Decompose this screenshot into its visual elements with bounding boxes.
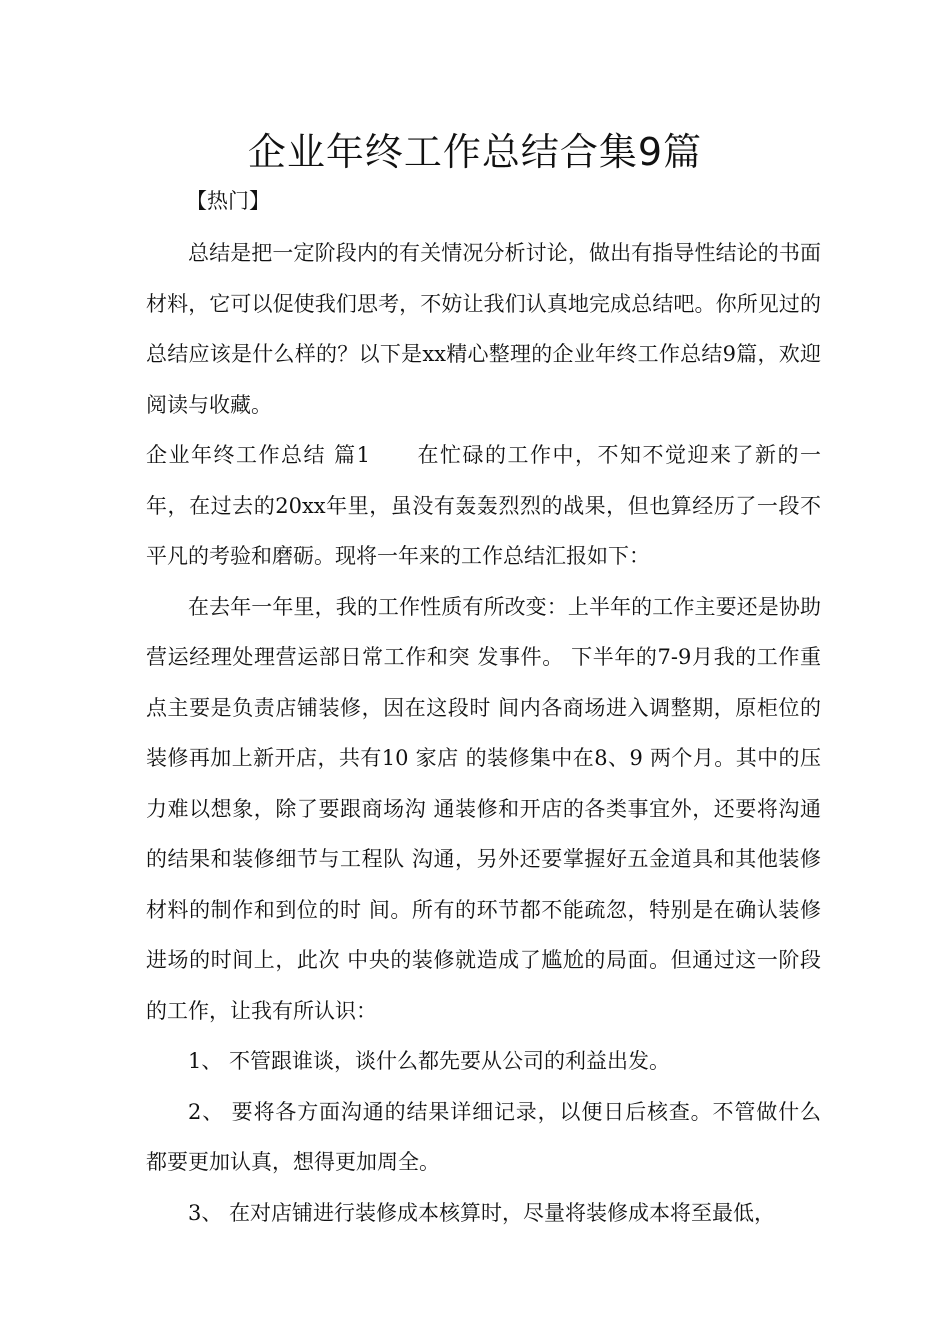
section1-paragraph [146,430,821,582]
hot-tag: 【热门】 [186,189,270,213]
section1-paragraph-2: 在去年一年里，我的工作性质有所改变：上半年的工作主要还是协助营运经理处理营运部日常工作和突 发事件。 下半年的7-9月我的工作重点主要是负责店铺装修，因在这段时 间内各商场进入调整期，原柜位的装修再加上新开店，共有10 家店 的装修集中在8、9 两个月。其中的压力难以想象，除了要跟商场沟 通装修和开店的各类事宜外，还要将沟通的结果和装修细节与工程队 沟通，另外还要掌握好五金道具和其他装修材料的制作和到位的时 间。所有的环节都不能疏忽，特别是在确认装修进场的时间上，此次 中央的装修就造成了尴尬的局面。但通过这一阶段的工作，让我有所认识： [146,594,821,1023]
section1-heading: 企业年终工作总结 篇1 [146,443,371,467]
intro-paragraph: 总结是把一定阶段内的有关情况分析讨论，做出有指导性结论的书面材料，它可以促使我们思考，不妨让我们认真地完成总结吧。你所见过的总结应该是什么样的？以下是xx精心整理的企业年终工作总结9篇，欢迎阅读与收藏。 [146,241,821,417]
document-body [146,228,821,1238]
list-item-3: 3、 在对店铺进行装修成本核算时，尽量将装修成本将至最低， [188,1200,776,1225]
section1-paragraph-1: 在忙碌的工作中，不知不觉迎来了新的一年，在过去的20xx年里，虽没有轰轰烈烈的战果，但也算经历了一段不平凡的考验和磨砺。现将一年来的工作总结汇报如下： [146,443,821,568]
list-item-2: 2、 要将各方面沟通的结果详细记录，以便日后核查。不管做什么 都要更加认真，想得更加周全。 [146,1099,821,1174]
list-item-1: 1、 不管跟谁谈，谈什么都先要从公司的利益出发。 [188,1049,671,1073]
document-title: 企业年终工作总结合集9篇 [247,130,703,174]
